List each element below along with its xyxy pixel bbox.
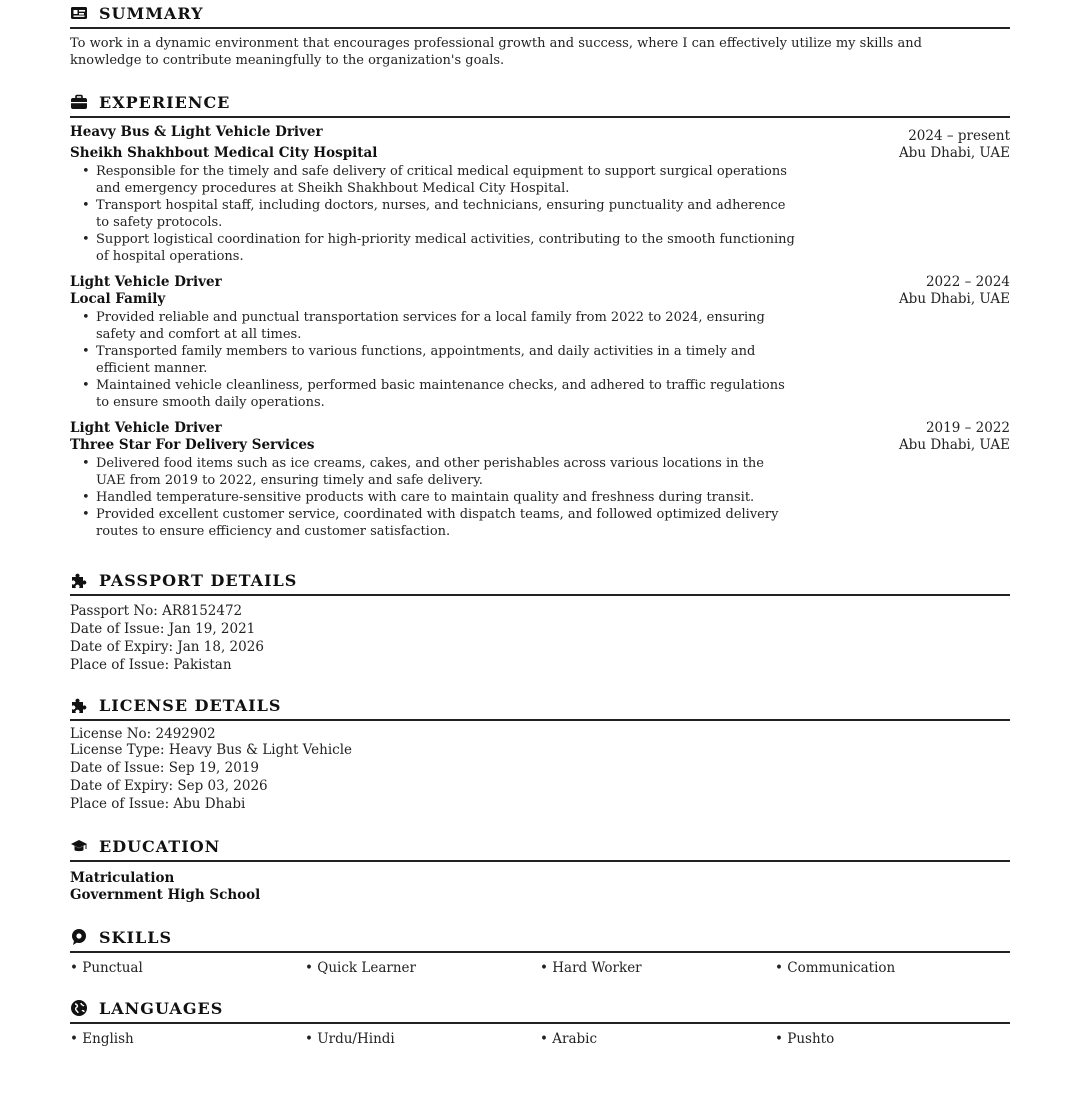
license-issue-place: Place of Issue: Abu Dhabi bbox=[70, 796, 246, 812]
passport-number: Passport No: AR8152472 bbox=[70, 603, 243, 619]
job-bullet: • Responsible for the timely and safe delivery of critical medical equipment to support surgical operations and emergency procedures at Sheikh Shakhbout Medical City Hospital. bbox=[96, 163, 796, 197]
skill-item: • Communication bbox=[775, 959, 1010, 977]
license-header bbox=[70, 693, 1010, 717]
globe-icon bbox=[70, 999, 88, 1017]
summary-section bbox=[70, 1, 1010, 69]
license-expiry-date: Date of Expiry: Sep 03, 2026 bbox=[70, 778, 268, 794]
experience-header bbox=[70, 90, 1010, 114]
languages-title: LANGUAGES bbox=[99, 998, 224, 1018]
language-item: • Arabic bbox=[540, 1030, 775, 1048]
job-entry bbox=[70, 420, 1010, 540]
education-degree: Matriculation bbox=[70, 870, 175, 886]
job-bullet: • Transport hospital staff, including doctors, nurses, and technicians, ensuring punctuality and adherence to safety protocols. bbox=[96, 197, 796, 231]
passport-section bbox=[70, 568, 1010, 674]
job-location: Abu Dhabi, UAE bbox=[898, 291, 1010, 307]
job-list bbox=[70, 124, 1010, 540]
license-section bbox=[70, 693, 1010, 813]
job-entry bbox=[70, 124, 1010, 265]
education-divider bbox=[70, 860, 1010, 862]
languages-header bbox=[70, 996, 1010, 1020]
speech-bubble-icon bbox=[70, 928, 88, 946]
experience-title: EXPERIENCE bbox=[99, 92, 231, 112]
skill-item: • Punctual bbox=[70, 959, 305, 977]
job-location: Abu Dhabi, UAE bbox=[898, 437, 1010, 453]
license-type: License Type: Heavy Bus & Light Vehicle bbox=[70, 742, 353, 758]
languages-section bbox=[70, 996, 1010, 1048]
skills-section bbox=[70, 925, 1010, 977]
job-bullets bbox=[70, 455, 796, 540]
job-bullets bbox=[70, 163, 796, 265]
job-bullet: • Handled temperature-sensitive products with care to maintain quality and freshness during transit. bbox=[96, 489, 796, 506]
license-divider bbox=[70, 719, 1010, 721]
puzzle-icon bbox=[70, 571, 88, 589]
education-school: Government High School bbox=[70, 887, 261, 903]
job-bullets bbox=[70, 309, 796, 411]
passport-divider bbox=[70, 594, 1010, 596]
puzzle-icon bbox=[70, 696, 88, 714]
license-number: License No: 2492902 bbox=[70, 726, 216, 742]
license-issue-date: Date of Issue: Sep 19, 2019 bbox=[70, 760, 259, 776]
job-title: Light Vehicle Driver bbox=[70, 420, 222, 436]
summary-text: To work in a dynamic environment that encourages professional growth and success, where I can effectively utilize my skills and knowledge to contribute meaningfully to the organization's goals. bbox=[70, 36, 922, 68]
language-item: • Urdu/Hindi bbox=[305, 1030, 540, 1048]
id-card-icon bbox=[70, 4, 88, 22]
job-title: Heavy Bus & Light Vehicle Driver bbox=[70, 124, 323, 140]
summary-divider bbox=[70, 27, 1010, 29]
job-company: Sheikh Shakhbout Medical City Hospital bbox=[70, 145, 378, 161]
job-bullet: • Support logistical coordination for high-priority medical activities, contributing to the smooth functioning of hospital operations. bbox=[96, 231, 796, 265]
language-item: • Pushto bbox=[775, 1030, 1010, 1048]
job-dates: 2024 – present bbox=[908, 128, 1010, 144]
education-title: EDUCATION bbox=[99, 836, 221, 856]
languages-list bbox=[70, 1030, 1010, 1048]
skills-list bbox=[70, 959, 1010, 977]
job-bullet: • Maintained vehicle cleanliness, performed basic maintenance checks, and adhered to traffic regulations to ensure smooth daily operations. bbox=[96, 377, 796, 411]
summary-title: SUMMARY bbox=[99, 3, 204, 23]
job-bullet: • Delivered food items such as ice creams, cakes, and other perishables across various locations in the UAE from 2019 to 2022, ensuring timely and safe delivery. bbox=[96, 455, 796, 489]
education-header bbox=[70, 834, 1010, 858]
job-company: Three Star For Delivery Services bbox=[70, 437, 315, 453]
skills-header bbox=[70, 925, 1010, 949]
education-section bbox=[70, 834, 1010, 904]
graduation-cap-icon bbox=[70, 837, 88, 855]
skill-item: • Quick Learner bbox=[305, 959, 540, 977]
passport-title: PASSPORT DETAILS bbox=[99, 570, 298, 590]
job-company: Local Family bbox=[70, 291, 166, 307]
job-title: Light Vehicle Driver bbox=[70, 274, 222, 290]
job-bullet: • Transported family members to various functions, appointments, and daily activities in a timely and efficient manner. bbox=[96, 343, 796, 377]
experience-section bbox=[70, 90, 1010, 549]
language-item: • English bbox=[70, 1030, 305, 1048]
passport-issue-place: Place of Issue: Pakistan bbox=[70, 657, 232, 673]
passport-header bbox=[70, 568, 1010, 592]
license-title: LICENSE DETAILS bbox=[99, 695, 282, 715]
passport-issue-date: Date of Issue: Jan 19, 2021 bbox=[70, 621, 256, 637]
experience-divider bbox=[70, 116, 1010, 118]
job-dates: 2019 – 2022 bbox=[925, 420, 1010, 436]
job-bullet: • Provided reliable and punctual transportation services for a local family from 2022 to 2024, ensuring safety and comfort at all times. bbox=[96, 309, 796, 343]
skills-title: SKILLS bbox=[99, 927, 172, 947]
job-entry bbox=[70, 274, 1010, 411]
summary-header bbox=[70, 1, 1010, 25]
languages-divider bbox=[70, 1022, 1010, 1024]
job-location: Abu Dhabi, UAE bbox=[898, 145, 1010, 161]
skill-item: • Hard Worker bbox=[540, 959, 775, 977]
job-dates: 2022 – 2024 bbox=[925, 274, 1010, 290]
briefcase-icon bbox=[70, 93, 88, 111]
skills-divider bbox=[70, 951, 1010, 953]
passport-expiry-date: Date of Expiry: Jan 18, 2026 bbox=[70, 639, 264, 655]
job-bullet: • Provided excellent customer service, coordinated with dispatch teams, and followed optimized delivery routes to ensure efficiency and customer satisfaction. bbox=[96, 506, 796, 540]
